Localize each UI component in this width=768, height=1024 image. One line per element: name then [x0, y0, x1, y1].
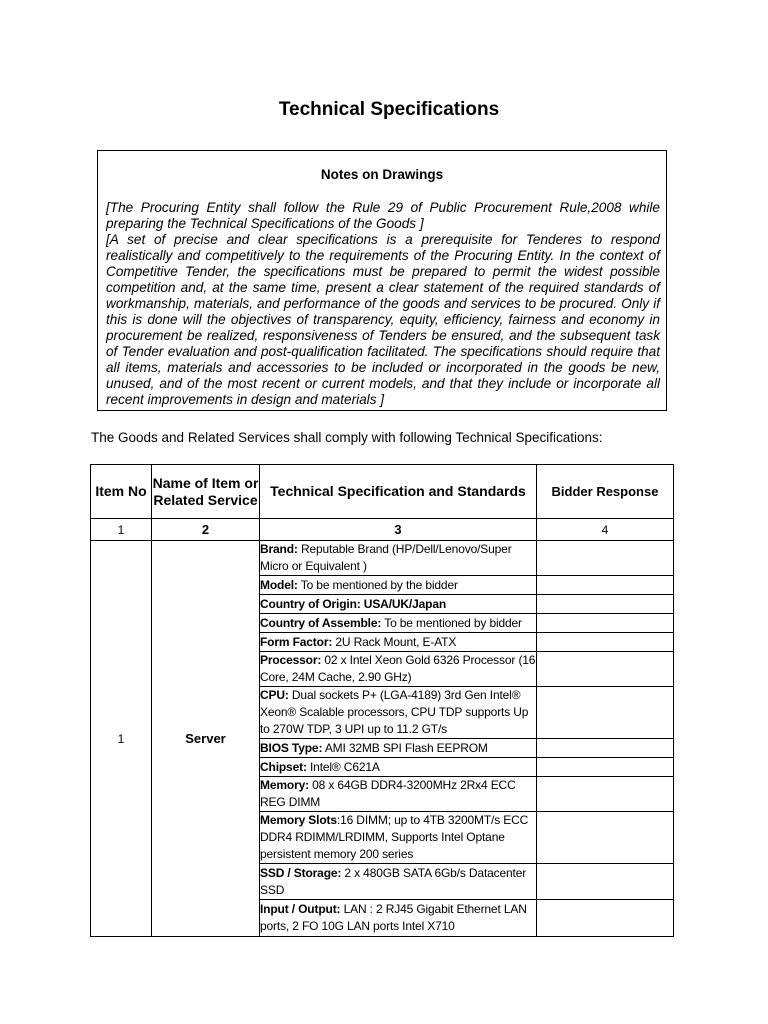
- spec-table: [90, 464, 674, 937]
- table-row: [91, 541, 674, 576]
- spec-label: Input / Output:: [260, 902, 341, 916]
- spec-cell: [260, 812, 537, 864]
- spec-cell: [260, 864, 537, 900]
- spec-cell: [260, 777, 537, 812]
- spec-label: BIOS Type:: [260, 740, 323, 755]
- spec-cell: [260, 652, 537, 687]
- spec-text: To be mentioned by the bidder: [297, 577, 458, 592]
- bidder-response-cell[interactable]: [537, 595, 674, 614]
- item-name: Server: [152, 541, 260, 937]
- bidder-response-cell[interactable]: [537, 900, 674, 937]
- spec-text: :16 DIMM; up to 4TB 3200MT/s ECC DDR4 RDIMM/LRDIMM, Supports Intel Optane persistent memory 200 series: [260, 813, 529, 861]
- spec-cell: [260, 541, 537, 576]
- bidder-response-cell[interactable]: [537, 541, 674, 576]
- bidder-response-cell[interactable]: [537, 652, 674, 687]
- spec-text: To be mentioned by bidder: [381, 615, 522, 630]
- notes-text: [106, 200, 660, 408]
- bidder-response-cell[interactable]: [537, 758, 674, 777]
- item-number: 1: [91, 541, 152, 937]
- col-number: 2: [152, 519, 260, 541]
- bidder-response-cell[interactable]: [537, 864, 674, 900]
- bidder-response-cell[interactable]: [537, 633, 674, 652]
- spec-text: Intel® C621A: [306, 759, 380, 774]
- spec-text: AMI 32MB SPI Flash EEPROM: [322, 740, 488, 755]
- spec-label: Country of Assemble:: [260, 615, 382, 630]
- spec-text: LAN : 2 RJ45 Gigabit Ethernet LAN ports, 2 FO 10G LAN ports Intel X710: [260, 902, 527, 933]
- bidder-response-cell[interactable]: [537, 777, 674, 812]
- header-response: Bidder Response: [537, 465, 674, 519]
- spec-cell: [260, 633, 537, 652]
- bidder-response-cell[interactable]: [537, 812, 674, 864]
- page-title: Technical Specifications: [278, 99, 500, 120]
- col-number: 4: [537, 519, 674, 541]
- spec-cell: [260, 576, 537, 595]
- spec-label: Chipset:: [260, 759, 307, 774]
- header-item-name: Name of Item or Related Service: [152, 465, 260, 519]
- bidder-response-cell[interactable]: [537, 614, 674, 633]
- spec-cell: [260, 595, 537, 614]
- spec-label: Country of Origin: USA/UK/Japan: [260, 596, 447, 611]
- spec-cell: [260, 758, 537, 777]
- spec-text: 2 x 480GB SATA 6Gb/s Datacenter SSD: [260, 865, 527, 897]
- notes-heading: Notes on Drawings: [320, 167, 444, 182]
- intro-text: The Goods and Related Services shall comply with following Technical Specifications:: [91, 430, 603, 445]
- spec-cell: [260, 739, 537, 758]
- notes-paragraph-2: [A set of precise and clear specifications is a prerequisite for Tenderes to respond realistically and competitively to the requirements of the Procuring Entity. In the context of Competitive Tender, the specifications must be prepared to permit the widest possible competition and, at the same time, present a clear statement of the required standards of workmanship, materials, and performance of the goods and services to be procured. Only if this is done will the objectives of transparency, equity, efficiency, fairness and economy in procurement be realized, responsiveness of Tenders be ensured, and the subsequent task of Tender evaluation and post-qualification facilitated. The specifications should require that all items, materials and accessories to be included or incorporated in the goods be new, unused, and of the most recent or current models, and that they include or incorporate all recent improvements in design and materials ]: [106, 232, 660, 407]
- spec-text: 02 x Intel Xeon Gold 6326 Processor (16 Core, 24M Cache, 2.90 GHz): [260, 653, 536, 684]
- bidder-response-cell[interactable]: [537, 687, 674, 739]
- header-spec: Technical Specification and Standards: [260, 465, 537, 519]
- spec-cell: [260, 900, 537, 937]
- spec-label: Form Factor:: [260, 634, 333, 649]
- spec-cell: [260, 687, 537, 739]
- spec-text: 08 x 64GB DDR4-3200MHz 2Rx4 ECC REG DIMM: [260, 778, 516, 809]
- spec-text: 2U Rack Mount, E-ATX: [332, 634, 457, 649]
- spec-cell: [260, 614, 537, 633]
- spec-label: Memory Slots: [260, 813, 337, 827]
- spec-label: Memory:: [260, 778, 309, 792]
- bidder-response-cell[interactable]: [537, 739, 674, 758]
- notes-paragraph-1: [The Procuring Entity shall follow the Rule 29 of Public Procurement Rule,2008 while preparing the Technical Specifications of the Goods ]: [106, 200, 660, 231]
- col-number: 1: [91, 519, 152, 541]
- header-item-no: Item No: [91, 465, 152, 519]
- spec-label: CPU:: [260, 688, 289, 702]
- notes-box: [97, 150, 667, 411]
- spec-label: Model:: [260, 577, 298, 592]
- spec-label: SSD / Storage:: [260, 865, 342, 880]
- spec-label: Processor:: [260, 653, 322, 667]
- col-number: 3: [260, 519, 537, 541]
- table-header-row: [91, 465, 674, 519]
- spec-label: Brand:: [260, 542, 298, 556]
- spec-text: Dual sockets P+ (LGA-4189) 3rd Gen Intel® Xeon® Scalable processors, CPU TDP supports Up to 270W TDP, 3 UPI up to 11.2 GT/s: [260, 688, 529, 736]
- spec-text: Reputable Brand (HP/Dell/Lenovo/Super Micro or Equivalent ): [260, 542, 512, 573]
- bidder-response-cell[interactable]: [537, 576, 674, 595]
- column-number-row: [91, 519, 674, 541]
